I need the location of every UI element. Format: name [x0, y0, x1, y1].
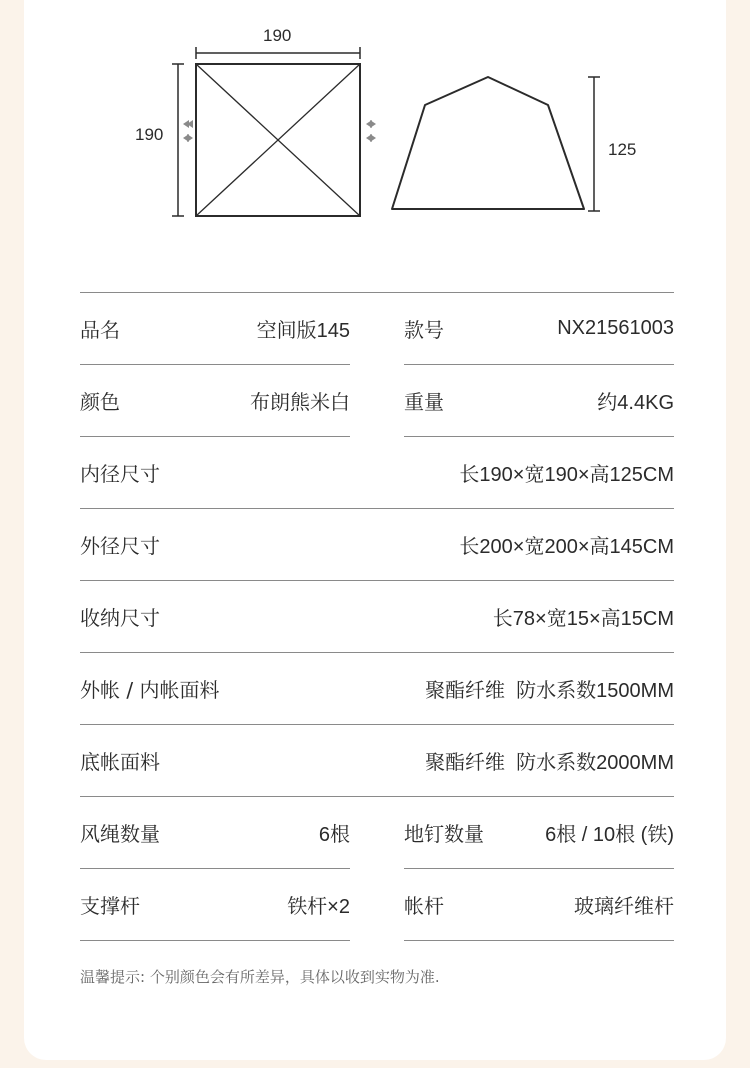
tent-height-label: 125: [608, 140, 637, 159]
spec-cell: [80, 437, 674, 509]
spec-value: 聚酯纤维 防水系数1500MM: [425, 680, 674, 702]
spec-label: 重量: [404, 390, 444, 414]
spec-row: [80, 653, 674, 725]
spec-label: 颜色: [80, 390, 120, 414]
spec-label: 帐杆: [404, 894, 444, 918]
spec-cell: [80, 725, 674, 797]
spec-label: 外径尺寸: [80, 534, 160, 558]
spec-value: 6根 / 10根 (铁): [545, 824, 674, 846]
top-width-dimension: [196, 47, 360, 59]
spec-cell: [80, 509, 674, 581]
spec-label: 内径尺寸: [80, 462, 160, 486]
spec-label: 收纳尺寸: [80, 606, 160, 630]
spec-row: [80, 509, 674, 581]
spec-label: 风绳数量: [80, 822, 160, 846]
spec-row: [80, 581, 674, 653]
left-height-dimension: [172, 64, 184, 216]
spec-value: 聚酯纤维 防水系数2000MM: [425, 752, 674, 774]
spec-value: NX21561003: [557, 317, 674, 339]
spec-label: 支撑杆: [80, 894, 140, 918]
spec-row: [80, 437, 674, 509]
right-height-dimension: [588, 77, 600, 211]
spec-value: 约4.4KG: [597, 392, 674, 414]
spec-row: [80, 365, 674, 437]
spec-label: 外帐 / 内帐面料: [80, 678, 220, 702]
spec-cell: [80, 869, 350, 941]
spec-value: 长78×宽15×高15CM: [492, 608, 674, 630]
spec-value: 6根: [318, 824, 350, 846]
spec-cell: [404, 365, 674, 437]
spec-value: 长190×宽190×高125CM: [459, 464, 674, 486]
spec-cell: [404, 797, 674, 869]
spec-row: [80, 725, 674, 797]
spec-value: 空间版145: [256, 320, 350, 342]
tent-diagram-svg: [0, 0, 750, 240]
spec-cell: [80, 293, 350, 365]
spec-cell: [80, 581, 674, 653]
spec-cell: [80, 653, 674, 725]
spec-label: 地钉数量: [404, 822, 484, 846]
spec-label: 品名: [80, 318, 120, 342]
spec-cell: [80, 797, 350, 869]
top-width-label: 190: [263, 26, 292, 45]
disclaimer-note: 温馨提示: 个别颜色会有所差异，具体以收到实物为准.: [80, 968, 440, 986]
spec-value: 布朗熊米白: [250, 392, 350, 414]
tent-dimension-diagram: [0, 0, 750, 240]
spec-label: 款号: [404, 318, 444, 342]
spec-cell: [404, 293, 674, 365]
spec-label: 底帐面料: [80, 750, 160, 774]
spec-row: [80, 293, 674, 365]
spec-table: [80, 292, 674, 941]
spec-row: [80, 797, 674, 869]
spec-cell: [404, 869, 674, 941]
spec-row: [80, 869, 674, 941]
spec-value: 长200×宽200×高145CM: [459, 536, 674, 558]
side-height-label: 190: [135, 125, 164, 144]
spec-cell: [80, 365, 350, 437]
floor-plan-square: [196, 64, 360, 216]
spec-value: 玻璃纤维杆: [574, 896, 674, 918]
spec-value: 铁杆×2: [287, 896, 350, 918]
tent-side-profile: [392, 77, 584, 209]
